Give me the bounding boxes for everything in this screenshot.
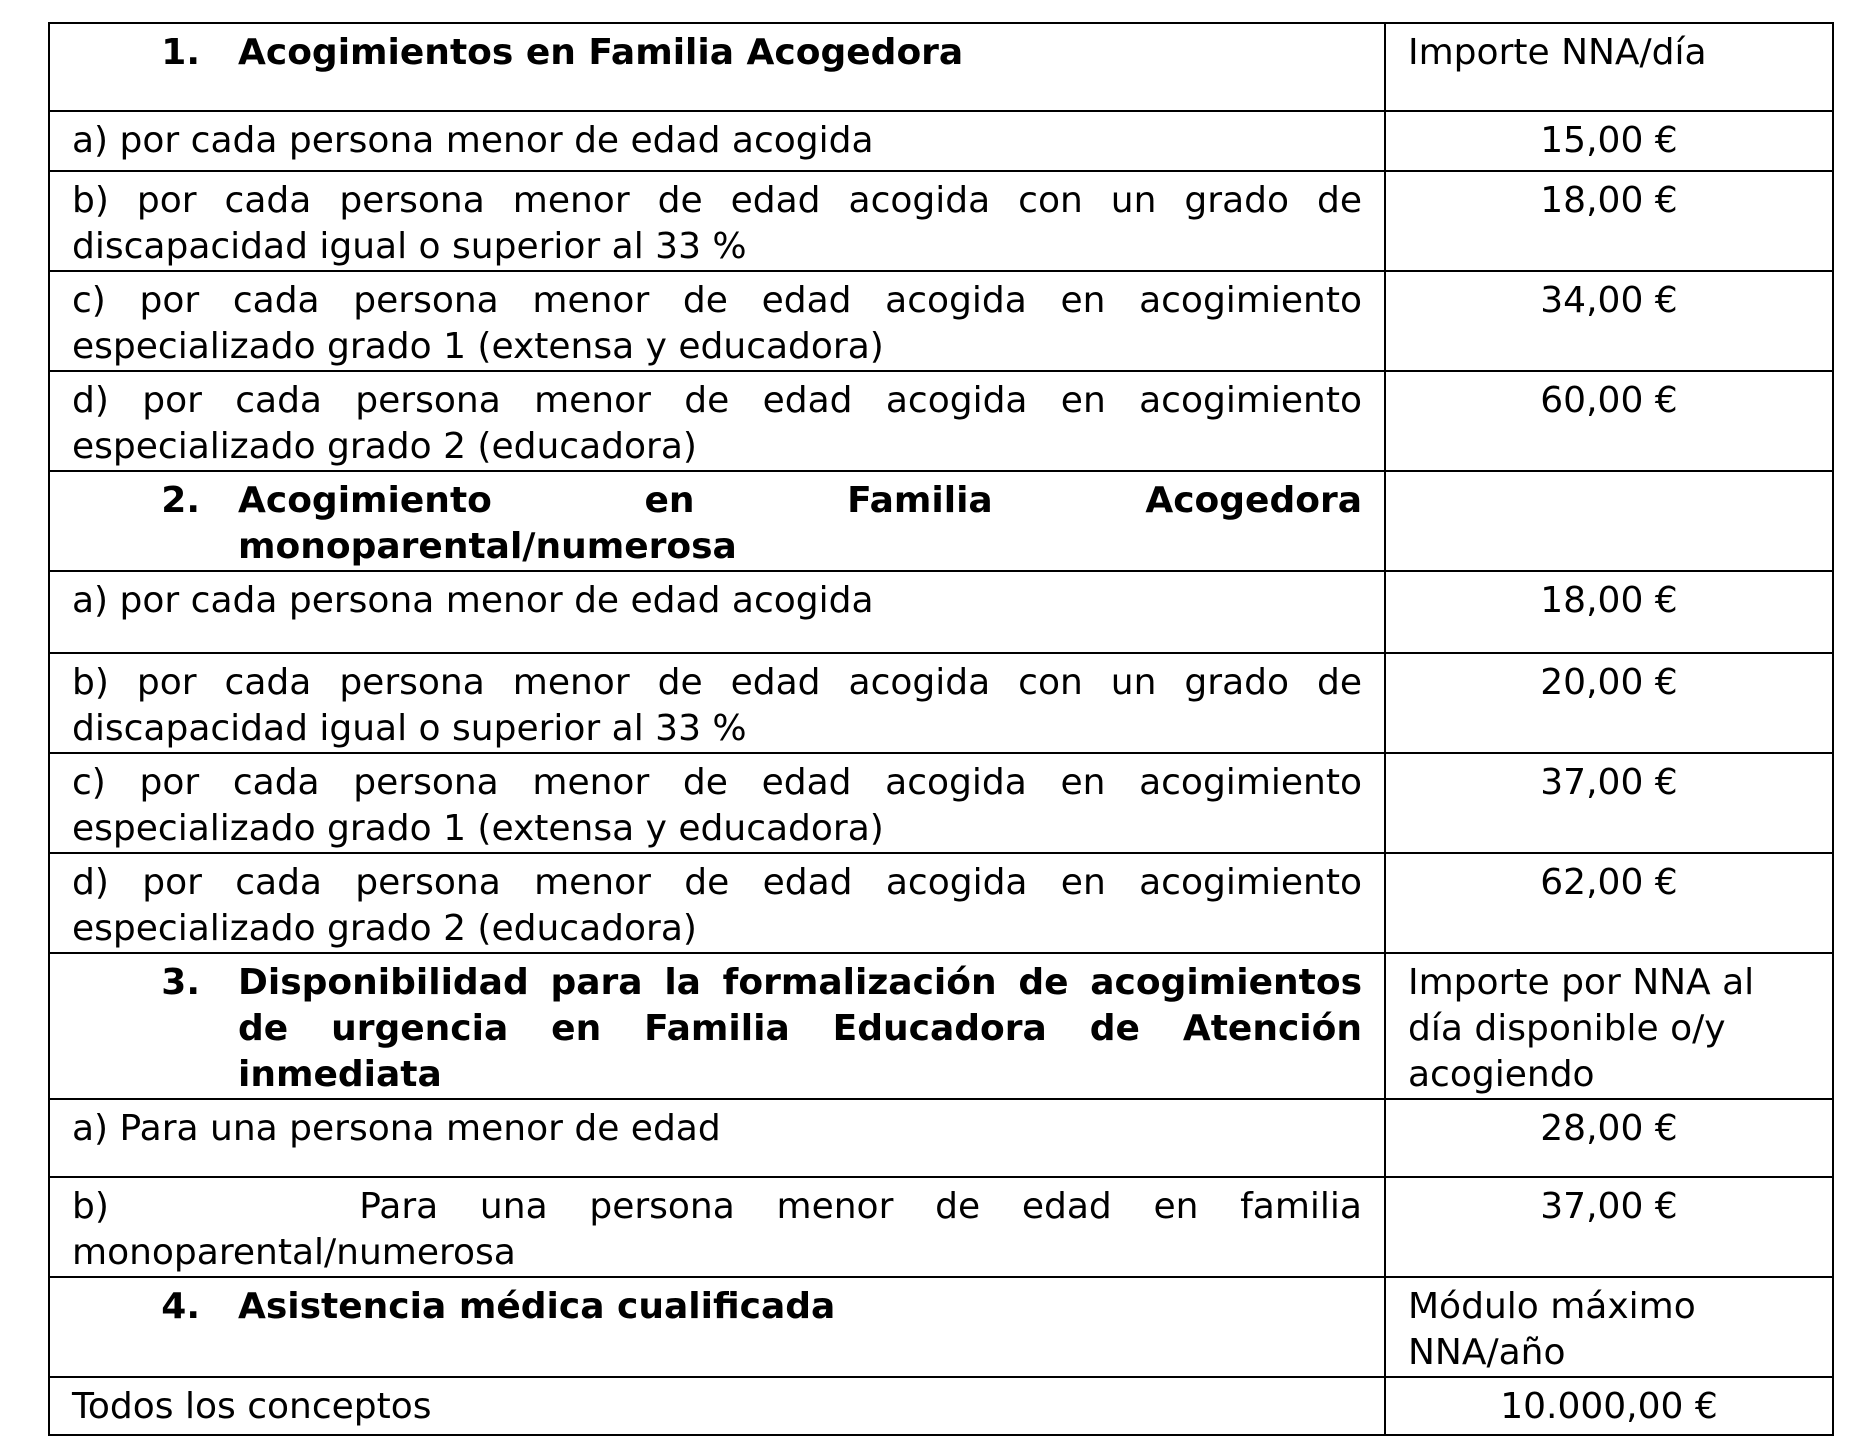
section-header-row bbox=[49, 471, 1833, 571]
concept-cell: c) por cada persona menor de edad acogida en acogimiento especializado grado 1 (extensa y educadora) bbox=[49, 271, 1385, 371]
section-title: Disponibilidad para la formalización de acogimientos de urgencia en Familia Educadora de Atención inmediata bbox=[238, 962, 1362, 1095]
section-title-cell bbox=[49, 1277, 1385, 1377]
section-title: Asistencia médica cualificada bbox=[238, 1286, 836, 1327]
amount-cell: 62,00 € bbox=[1385, 853, 1833, 953]
table-row bbox=[49, 571, 1833, 653]
section-number: 1. bbox=[161, 32, 200, 73]
section-amount-header bbox=[1385, 471, 1833, 571]
table-row bbox=[49, 1177, 1833, 1277]
section-number: 4. bbox=[161, 1286, 200, 1327]
document-page bbox=[48, 22, 1832, 1436]
section-title-cell bbox=[49, 23, 1385, 111]
section-header-row bbox=[49, 1277, 1833, 1377]
table-row bbox=[49, 653, 1833, 753]
amount-cell: 60,00 € bbox=[1385, 371, 1833, 471]
amount-cell: 15,00 € bbox=[1385, 111, 1833, 171]
table-row bbox=[49, 271, 1833, 371]
concept-cell: a) por cada persona menor de edad acogida bbox=[49, 571, 1385, 653]
concept-cell: b) por cada persona menor de edad acogida con un grado de discapacidad igual o superior al 33 % bbox=[49, 171, 1385, 271]
concept-cell: a) por cada persona menor de edad acogida bbox=[49, 111, 1385, 171]
section-title: Acogimientos en Familia Acogedora bbox=[238, 32, 964, 73]
table-row bbox=[49, 111, 1833, 171]
concept-cell: a) Para una persona menor de edad bbox=[49, 1099, 1385, 1177]
concept-cell: d) por cada persona menor de edad acogida en acogimiento especializado grado 2 (educadora) bbox=[49, 853, 1385, 953]
table-row bbox=[49, 1377, 1833, 1435]
amount-cell: 18,00 € bbox=[1385, 171, 1833, 271]
table-row bbox=[49, 853, 1833, 953]
section-title-cell bbox=[49, 471, 1385, 571]
section-title: Acogimiento en Familia Acogedora monoparental/numerosa bbox=[238, 480, 1362, 567]
concept-cell: c) por cada persona menor de edad acogida en acogimiento especializado grado 1 (extensa y educadora) bbox=[49, 753, 1385, 853]
concept-cell: b) por cada persona menor de edad acogida con un grado de discapacidad igual o superior al 33 % bbox=[49, 653, 1385, 753]
table-row bbox=[49, 371, 1833, 471]
section-amount-header: Importe por NNA al día disponible o/y acogiendo bbox=[1385, 953, 1833, 1099]
section-header-row bbox=[49, 953, 1833, 1099]
section-title-cell bbox=[49, 953, 1385, 1099]
table-row bbox=[49, 753, 1833, 853]
amount-cell: 10.000,00 € bbox=[1385, 1377, 1833, 1435]
amount-cell: 37,00 € bbox=[1385, 1177, 1833, 1277]
concept-cell: Todos los conceptos bbox=[49, 1377, 1385, 1435]
section-amount-header: Módulo máximo NNA/año bbox=[1385, 1277, 1833, 1377]
section-number: 2. bbox=[161, 480, 200, 521]
concept-cell: b) Para una persona menor de edad en familia monoparental/numerosa bbox=[49, 1177, 1385, 1277]
amount-cell: 28,00 € bbox=[1385, 1099, 1833, 1177]
fees-table bbox=[48, 22, 1834, 1436]
amount-cell: 37,00 € bbox=[1385, 753, 1833, 853]
table-row bbox=[49, 1099, 1833, 1177]
section-header-row bbox=[49, 23, 1833, 111]
section-number: 3. bbox=[161, 962, 200, 1003]
amount-cell: 18,00 € bbox=[1385, 571, 1833, 653]
concept-cell: d) por cada persona menor de edad acogida en acogimiento especializado grado 2 (educadora) bbox=[49, 371, 1385, 471]
amount-cell: 34,00 € bbox=[1385, 271, 1833, 371]
section-amount-header: Importe NNA/día bbox=[1385, 23, 1833, 111]
table-row bbox=[49, 171, 1833, 271]
amount-cell: 20,00 € bbox=[1385, 653, 1833, 753]
